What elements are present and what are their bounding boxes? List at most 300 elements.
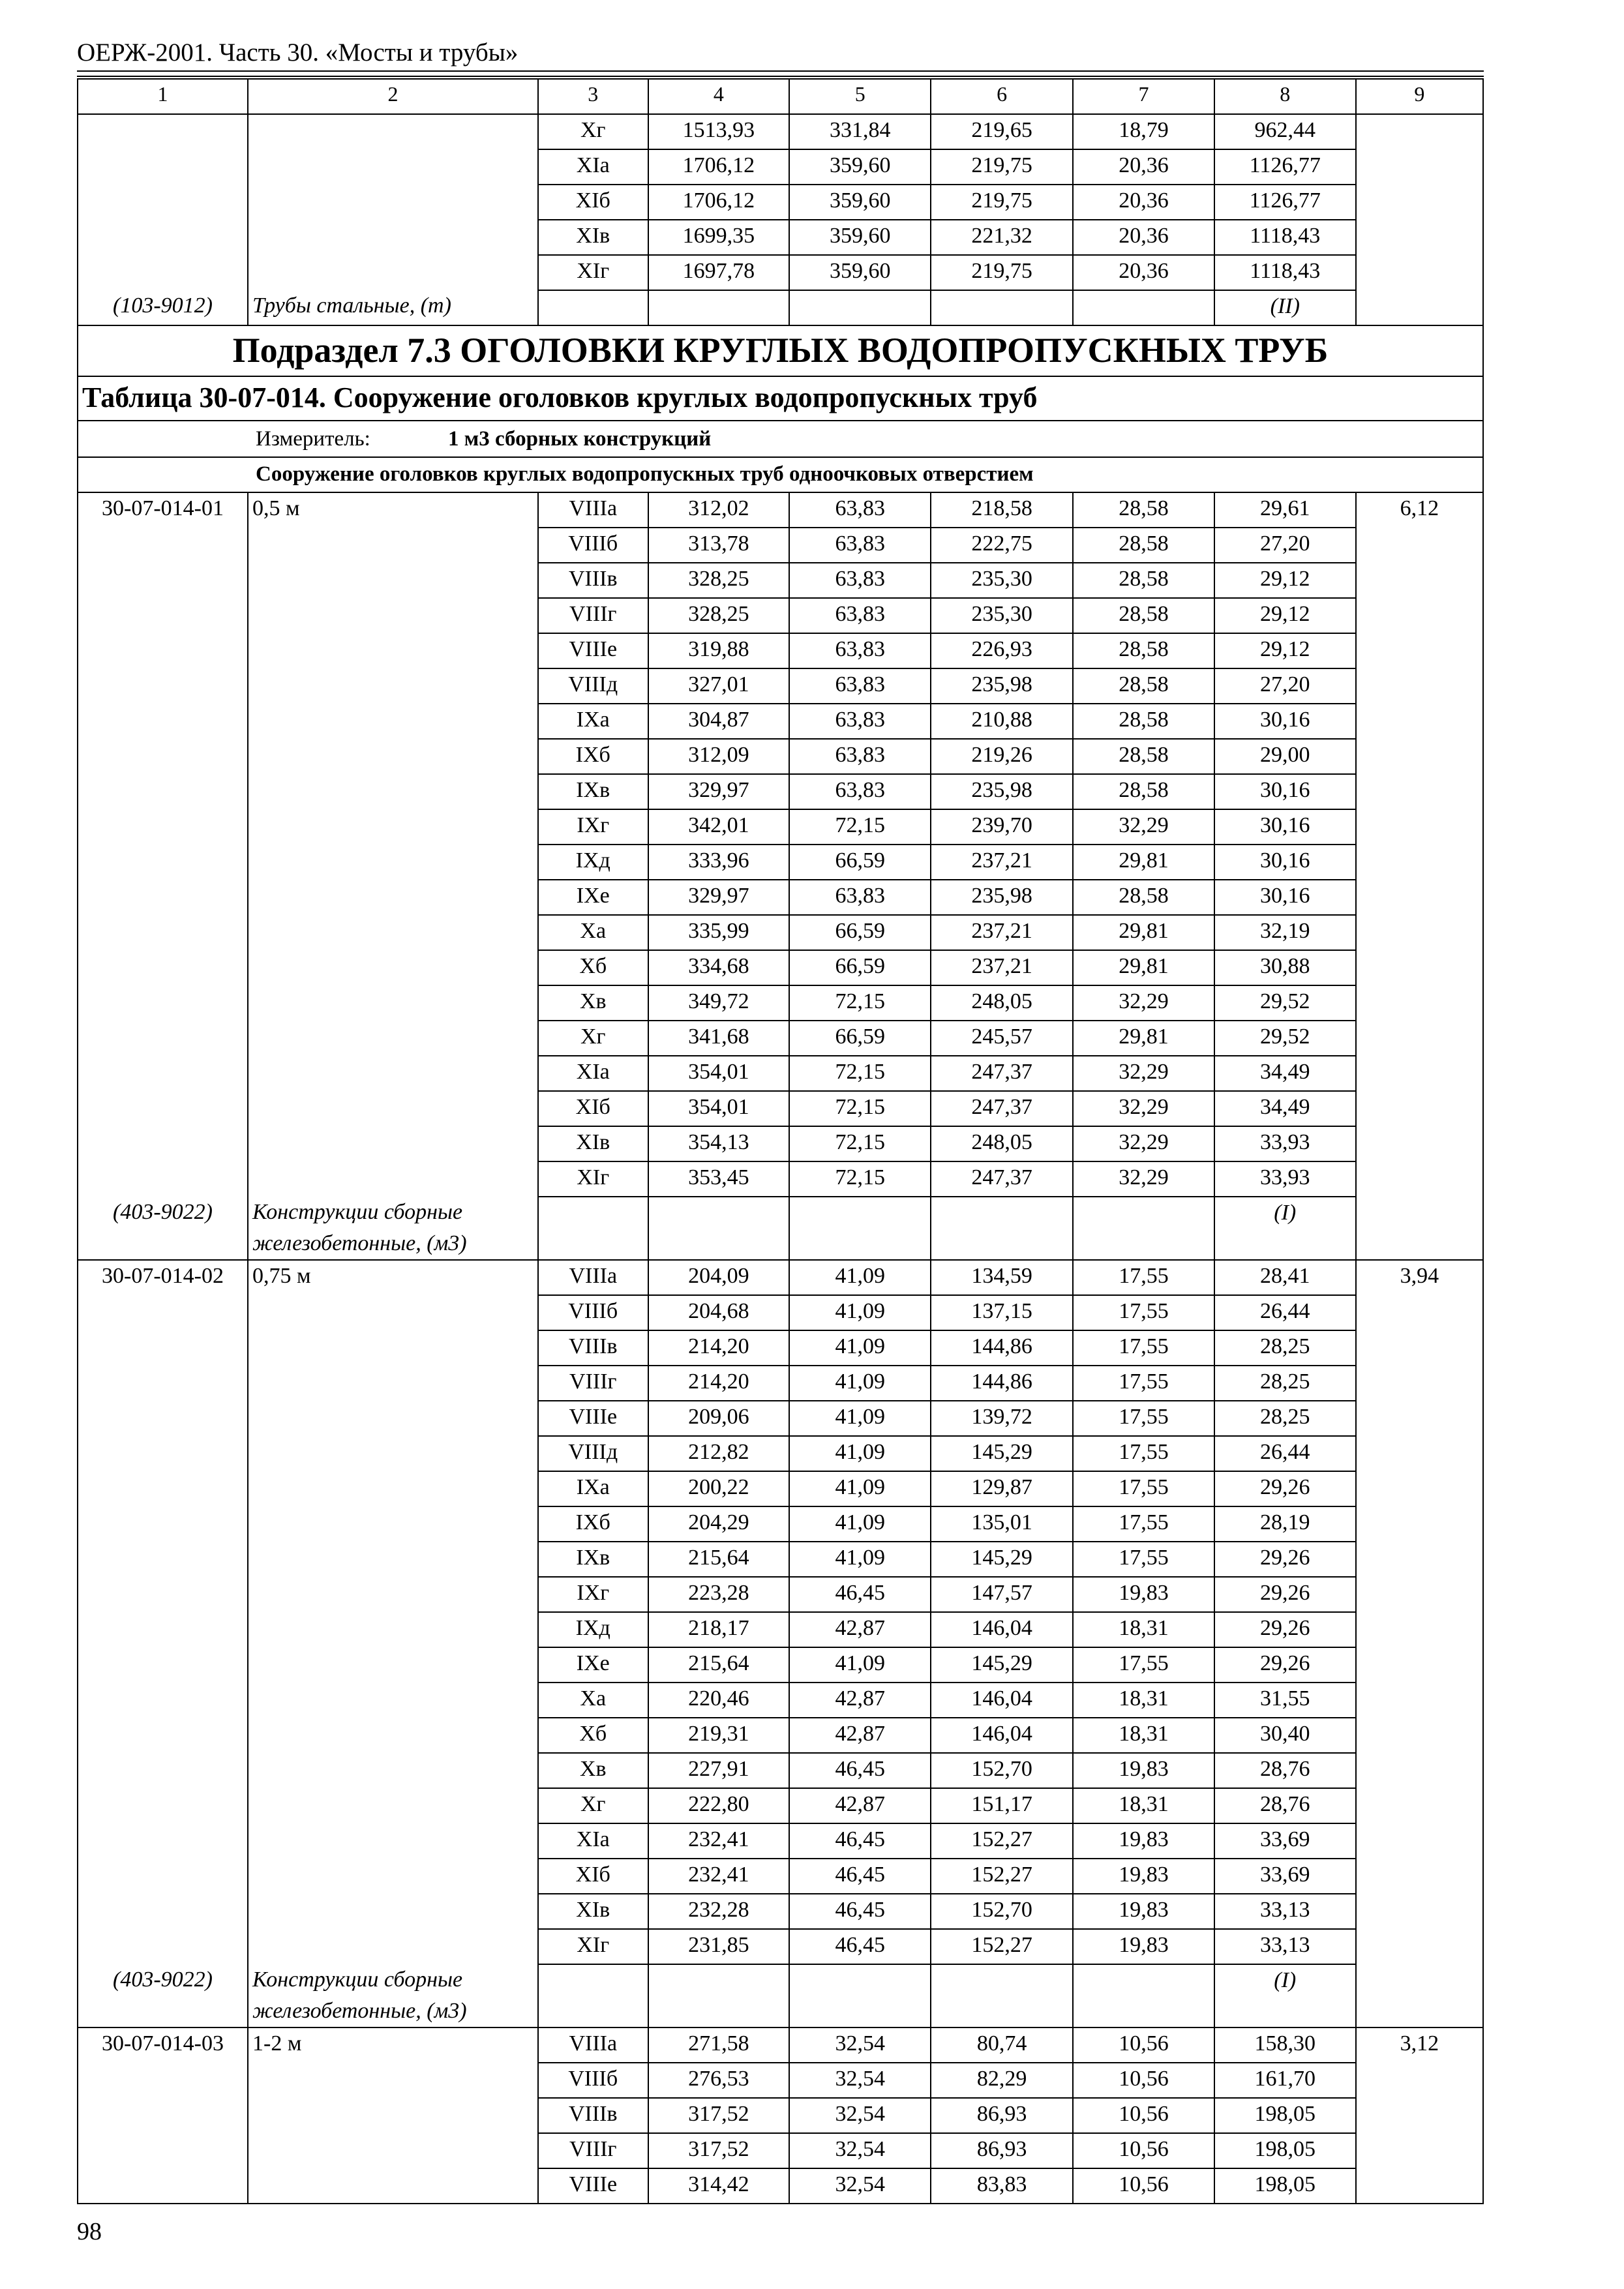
- zone-cell: VIIIд: [538, 1436, 648, 1471]
- zone-cell: VIIIд: [538, 668, 648, 704]
- coefficient-cell: [1356, 1126, 1483, 1161]
- table-row: [78, 1753, 1483, 1788]
- subheading-row: [78, 457, 1483, 492]
- table-row: [78, 2133, 1483, 2168]
- row-code-cell: [78, 149, 248, 185]
- row-name-cell: [248, 774, 538, 809]
- value-cell: 66,59: [789, 845, 931, 880]
- row-name-cell: 1-2 м: [248, 2027, 538, 2063]
- value-cell: 312,09: [648, 739, 790, 774]
- column-number: 3: [538, 79, 648, 114]
- value-cell: 198,05: [1214, 2133, 1356, 2168]
- value-cell: 41,09: [789, 1542, 931, 1577]
- value-cell: 28,58: [1073, 739, 1214, 774]
- zone-cell: Xб: [538, 950, 648, 985]
- row-name-cell: [248, 1021, 538, 1056]
- value-cell: 139,72: [931, 1401, 1073, 1436]
- value-cell: 30,16: [1214, 809, 1356, 845]
- coefficient-cell: [1356, 1021, 1483, 1056]
- table-row: [78, 149, 1483, 185]
- zone-cell: Xа: [538, 1683, 648, 1718]
- column-number: 8: [1214, 79, 1356, 114]
- value-cell: 219,75: [931, 255, 1073, 290]
- material-row: [78, 1964, 1483, 2027]
- value-cell: 19,83: [1073, 1929, 1214, 1964]
- value-cell: 333,96: [648, 845, 790, 880]
- value-cell: 219,26: [931, 739, 1073, 774]
- table-row: [78, 1929, 1483, 1964]
- value-cell: 63,83: [789, 528, 931, 563]
- value-cell: 63,83: [789, 704, 931, 739]
- value-cell: 239,70: [931, 809, 1073, 845]
- coefficient-cell: [1356, 1401, 1483, 1436]
- coefficient-cell: [1356, 1436, 1483, 1471]
- row-name-cell: [248, 1788, 538, 1823]
- value-cell: 46,45: [789, 1753, 931, 1788]
- row-code-cell: [78, 2063, 248, 2098]
- value-cell: 245,57: [931, 1021, 1073, 1056]
- coefficient-cell: [1356, 668, 1483, 704]
- value-cell: 33,13: [1214, 1894, 1356, 1929]
- value-cell: 33,93: [1214, 1161, 1356, 1197]
- row-name-cell: [248, 1330, 538, 1366]
- row-name-cell: [248, 1366, 538, 1401]
- row-name-cell: [248, 563, 538, 598]
- coefficient-cell: 3,12: [1356, 2027, 1483, 2063]
- value-cell: 1513,93: [648, 114, 790, 149]
- table-row: [78, 950, 1483, 985]
- zone-cell: XIв: [538, 220, 648, 255]
- value-cell: 29,52: [1214, 985, 1356, 1021]
- value-cell: 30,16: [1214, 845, 1356, 880]
- value-cell: 29,26: [1214, 1647, 1356, 1683]
- value-cell: 314,42: [648, 2168, 790, 2204]
- value-cell: 235,30: [931, 598, 1073, 633]
- empty-cell: [1073, 1197, 1214, 1260]
- meter-row: [78, 421, 1483, 457]
- value-cell: 158,30: [1214, 2027, 1356, 2063]
- zone-cell: XIв: [538, 1126, 648, 1161]
- row-code-cell: [78, 563, 248, 598]
- row-name-cell: [248, 668, 538, 704]
- row-code-cell: [78, 1753, 248, 1788]
- row-code-cell: [78, 1894, 248, 1929]
- value-cell: 41,09: [789, 1366, 931, 1401]
- meter-value: 1 м3 сборных конструкций: [448, 427, 712, 451]
- zone-cell: IXа: [538, 1471, 648, 1506]
- value-cell: 137,15: [931, 1295, 1073, 1330]
- row-name-cell: [248, 915, 538, 950]
- column-number-row: [78, 79, 1483, 114]
- value-cell: 29,12: [1214, 633, 1356, 668]
- zone-cell: IXб: [538, 739, 648, 774]
- zone-cell: XIв: [538, 1894, 648, 1929]
- value-cell: 29,81: [1073, 950, 1214, 985]
- table-row: [78, 1161, 1483, 1197]
- coefficient-cell: [1356, 880, 1483, 915]
- coefficient-cell: [1356, 598, 1483, 633]
- row-name-cell: [248, 1859, 538, 1894]
- zone-cell: VIIIа: [538, 492, 648, 528]
- row-name-cell: [248, 1436, 538, 1471]
- zone-cell: XIа: [538, 149, 648, 185]
- meter-label: Измеритель:: [256, 427, 370, 451]
- row-name-cell: [248, 114, 538, 149]
- value-cell: 33,13: [1214, 1929, 1356, 1964]
- table-row: [78, 1506, 1483, 1542]
- rates-table: [77, 78, 1484, 2204]
- table-row: [78, 1056, 1483, 1091]
- value-cell: 29,81: [1073, 1021, 1214, 1056]
- empty-cell: [538, 290, 648, 325]
- value-cell: 28,58: [1073, 880, 1214, 915]
- value-cell: 354,01: [648, 1056, 790, 1091]
- coefficient-cell: [1356, 1753, 1483, 1788]
- value-cell: 30,16: [1214, 774, 1356, 809]
- row-code-cell: [78, 1683, 248, 1718]
- page-number: 98: [77, 2218, 102, 2245]
- value-cell: 313,78: [648, 528, 790, 563]
- value-cell: 46,45: [789, 1929, 931, 1964]
- value-cell: 63,83: [789, 633, 931, 668]
- value-cell: 66,59: [789, 915, 931, 950]
- table-row: [78, 563, 1483, 598]
- row-name-cell: [248, 185, 538, 220]
- table-row: [78, 1788, 1483, 1823]
- value-cell: 72,15: [789, 1161, 931, 1197]
- table-row: [78, 668, 1483, 704]
- row-code-cell: 30-07-014-02: [78, 1260, 248, 1295]
- row-name-cell: [248, 1506, 538, 1542]
- row-code-cell: [78, 1021, 248, 1056]
- row-code-cell: [78, 1823, 248, 1859]
- column-number: 6: [931, 79, 1073, 114]
- table-row: [78, 704, 1483, 739]
- row-code-cell: [78, 598, 248, 633]
- zone-cell: IXд: [538, 845, 648, 880]
- value-cell: 215,64: [648, 1542, 790, 1577]
- table-row: [78, 114, 1483, 149]
- value-cell: 271,58: [648, 2027, 790, 2063]
- table-row: [78, 1823, 1483, 1859]
- empty-cell: [648, 1197, 790, 1260]
- value-cell: 20,36: [1073, 255, 1214, 290]
- value-cell: 354,01: [648, 1091, 790, 1126]
- row-name-cell: [248, 1056, 538, 1091]
- table-row: [78, 1295, 1483, 1330]
- value-cell: 334,68: [648, 950, 790, 985]
- coefficient-cell: [1356, 1823, 1483, 1859]
- zone-cell: VIIIб: [538, 1295, 648, 1330]
- value-cell: 215,64: [648, 1647, 790, 1683]
- section-title-row: [78, 325, 1483, 376]
- row-code-cell: [78, 1506, 248, 1542]
- material-name-line: Конструкции сборные: [252, 1967, 463, 1992]
- table-row: [78, 2063, 1483, 2098]
- column-number: 4: [648, 79, 790, 114]
- material-name: [248, 1197, 538, 1260]
- value-cell: 31,55: [1214, 1683, 1356, 1718]
- column-number: 2: [248, 79, 538, 114]
- row-name-cell: [248, 1894, 538, 1929]
- table-row: [78, 1021, 1483, 1056]
- value-cell: 1126,77: [1214, 185, 1356, 220]
- empty-cell: [538, 1197, 648, 1260]
- row-code-cell: [78, 255, 248, 290]
- zone-cell: Xв: [538, 1753, 648, 1788]
- material-row: [78, 1197, 1483, 1260]
- value-cell: 28,25: [1214, 1330, 1356, 1366]
- value-cell: 46,45: [789, 1823, 931, 1859]
- zone-cell: Xг: [538, 114, 648, 149]
- column-number: 1: [78, 79, 248, 114]
- row-code-cell: [78, 2168, 248, 2204]
- coefficient-cell: [1356, 950, 1483, 985]
- value-cell: 223,28: [648, 1577, 790, 1612]
- coefficient-cell: [1356, 563, 1483, 598]
- empty-cell: [789, 1964, 931, 2027]
- table-row: [78, 1091, 1483, 1126]
- row-code-cell: [78, 528, 248, 563]
- table-row: [78, 1859, 1483, 1894]
- value-cell: 17,55: [1073, 1436, 1214, 1471]
- zone-cell: XIа: [538, 1823, 648, 1859]
- value-cell: 329,97: [648, 880, 790, 915]
- value-cell: 32,54: [789, 2168, 931, 2204]
- zone-cell: VIIIв: [538, 2098, 648, 2133]
- row-name-cell: [248, 1161, 538, 1197]
- row-code-cell: [78, 1126, 248, 1161]
- value-cell: 146,04: [931, 1612, 1073, 1647]
- zone-cell: Xа: [538, 915, 648, 950]
- value-cell: 29,26: [1214, 1471, 1356, 1506]
- zone-cell: XIг: [538, 255, 648, 290]
- table-row: [78, 255, 1483, 290]
- row-name-cell: [248, 633, 538, 668]
- value-cell: 218,58: [931, 492, 1073, 528]
- table-row: [78, 2027, 1483, 2063]
- row-code-cell: [78, 1295, 248, 1330]
- zone-cell: IXа: [538, 704, 648, 739]
- value-cell: 1697,78: [648, 255, 790, 290]
- material-code: (403-9022): [78, 1197, 248, 1260]
- coefficient-cell: [1356, 1471, 1483, 1506]
- value-cell: 17,55: [1073, 1260, 1214, 1295]
- empty-cell: [931, 1964, 1073, 2027]
- value-cell: 46,45: [789, 1577, 931, 1612]
- value-cell: 10,56: [1073, 2063, 1214, 2098]
- zone-cell: IXе: [538, 1647, 648, 1683]
- value-cell: 200,22: [648, 1471, 790, 1506]
- table-row: [78, 774, 1483, 809]
- value-cell: 18,79: [1073, 114, 1214, 149]
- zone-cell: IXв: [538, 774, 648, 809]
- table-row: [78, 633, 1483, 668]
- table-body: [78, 79, 1483, 2204]
- material-name-line: железобетонные, (м3): [252, 1999, 467, 2023]
- value-cell: 63,83: [789, 598, 931, 633]
- subheading: [78, 457, 1483, 492]
- zone-cell: VIIIе: [538, 633, 648, 668]
- value-cell: 63,83: [789, 880, 931, 915]
- value-cell: 152,27: [931, 1859, 1073, 1894]
- zone-cell: XIб: [538, 1859, 648, 1894]
- value-cell: 28,41: [1214, 1260, 1356, 1295]
- material-name-line: Конструкции сборные: [252, 1200, 463, 1224]
- value-cell: 72,15: [789, 985, 931, 1021]
- row-name-cell: [248, 1295, 538, 1330]
- row-code-cell: [78, 1091, 248, 1126]
- value-cell: 32,29: [1073, 985, 1214, 1021]
- row-code-cell: [78, 774, 248, 809]
- empty-cell: [1356, 1197, 1483, 1260]
- value-cell: 42,87: [789, 1683, 931, 1718]
- value-cell: 235,98: [931, 668, 1073, 704]
- value-cell: 237,21: [931, 950, 1073, 985]
- row-code-cell: [78, 1788, 248, 1823]
- table-row: [78, 1436, 1483, 1471]
- value-cell: 247,37: [931, 1161, 1073, 1197]
- value-cell: 41,09: [789, 1647, 931, 1683]
- value-cell: 212,82: [648, 1436, 790, 1471]
- value-cell: 328,25: [648, 563, 790, 598]
- row-code-cell: 30-07-014-01: [78, 492, 248, 528]
- zone-cell: XIа: [538, 1056, 648, 1091]
- coefficient-cell: [1356, 1718, 1483, 1753]
- value-cell: 32,29: [1073, 1161, 1214, 1197]
- row-code-cell: [78, 185, 248, 220]
- value-cell: 1118,43: [1214, 220, 1356, 255]
- empty-cell: [538, 1964, 648, 2027]
- row-code-cell: [78, 1330, 248, 1366]
- value-cell: 129,87: [931, 1471, 1073, 1506]
- value-cell: 18,31: [1073, 1683, 1214, 1718]
- value-cell: 359,60: [789, 149, 931, 185]
- value-cell: 17,55: [1073, 1471, 1214, 1506]
- row-name-cell: [248, 809, 538, 845]
- coefficient-cell: [1356, 1091, 1483, 1126]
- zone-cell: XIб: [538, 185, 648, 220]
- row-name-cell: [248, 1401, 538, 1436]
- material-quantity-note: (II): [1214, 290, 1356, 325]
- value-cell: 349,72: [648, 985, 790, 1021]
- table-row: [78, 739, 1483, 774]
- value-cell: 329,97: [648, 774, 790, 809]
- value-cell: 28,58: [1073, 704, 1214, 739]
- value-cell: 235,30: [931, 563, 1073, 598]
- row-name-cell: [248, 2168, 538, 2204]
- value-cell: 29,52: [1214, 1021, 1356, 1056]
- value-cell: 145,29: [931, 1436, 1073, 1471]
- value-cell: 27,20: [1214, 528, 1356, 563]
- value-cell: 29,26: [1214, 1577, 1356, 1612]
- value-cell: 214,20: [648, 1366, 790, 1401]
- zone-cell: Xг: [538, 1021, 648, 1056]
- value-cell: 328,25: [648, 598, 790, 633]
- value-cell: 19,83: [1073, 1859, 1214, 1894]
- value-cell: 72,15: [789, 1056, 931, 1091]
- value-cell: 18,31: [1073, 1718, 1214, 1753]
- value-cell: 152,27: [931, 1929, 1073, 1964]
- coefficient-cell: [1356, 809, 1483, 845]
- value-cell: 247,37: [931, 1056, 1073, 1091]
- value-cell: 28,58: [1073, 668, 1214, 704]
- value-cell: 72,15: [789, 1126, 931, 1161]
- value-cell: 28,19: [1214, 1506, 1356, 1542]
- subheading-text: Сооружение оголовков круглых водопропускных труб одноочковых отверстием: [256, 462, 1034, 486]
- coefficient-cell: [1356, 2133, 1483, 2168]
- value-cell: 41,09: [789, 1330, 931, 1366]
- coefficient-cell: [1356, 774, 1483, 809]
- value-cell: 204,29: [648, 1506, 790, 1542]
- value-cell: 198,05: [1214, 2168, 1356, 2204]
- row-name-cell: [248, 1091, 538, 1126]
- zone-cell: IXг: [538, 809, 648, 845]
- value-cell: 46,45: [789, 1894, 931, 1929]
- table-row: [78, 880, 1483, 915]
- value-cell: 28,76: [1214, 1753, 1356, 1788]
- value-cell: 204,09: [648, 1260, 790, 1295]
- value-cell: 317,52: [648, 2133, 790, 2168]
- coefficient-cell: [1356, 1577, 1483, 1612]
- value-cell: 28,58: [1073, 563, 1214, 598]
- value-cell: 1706,12: [648, 149, 790, 185]
- value-cell: 17,55: [1073, 1542, 1214, 1577]
- value-cell: 219,75: [931, 149, 1073, 185]
- value-cell: 1126,77: [1214, 149, 1356, 185]
- value-cell: 209,06: [648, 1401, 790, 1436]
- value-cell: 335,99: [648, 915, 790, 950]
- zone-cell: VIIIа: [538, 2027, 648, 2063]
- zone-cell: VIIIа: [538, 1260, 648, 1295]
- table-row: [78, 1894, 1483, 1929]
- value-cell: 28,58: [1073, 633, 1214, 668]
- value-cell: 41,09: [789, 1471, 931, 1506]
- material-code: (403-9022): [78, 1964, 248, 2027]
- row-code-cell: [78, 1471, 248, 1506]
- value-cell: 210,88: [931, 704, 1073, 739]
- value-cell: 26,44: [1214, 1295, 1356, 1330]
- value-cell: 63,83: [789, 492, 931, 528]
- zone-cell: IXб: [538, 1506, 648, 1542]
- row-name-cell: [248, 1823, 538, 1859]
- table-row: [78, 1542, 1483, 1577]
- table-row: [78, 220, 1483, 255]
- row-name-cell: [248, 1929, 538, 1964]
- row-code-cell: [78, 1718, 248, 1753]
- value-cell: 41,09: [789, 1260, 931, 1295]
- value-cell: 19,83: [1073, 1823, 1214, 1859]
- value-cell: 204,68: [648, 1295, 790, 1330]
- value-cell: 32,54: [789, 2063, 931, 2098]
- value-cell: 1118,43: [1214, 255, 1356, 290]
- value-cell: 30,16: [1214, 880, 1356, 915]
- coefficient-cell: [1356, 2098, 1483, 2133]
- row-code-cell: [78, 1542, 248, 1577]
- value-cell: 29,26: [1214, 1542, 1356, 1577]
- row-name-cell: [248, 950, 538, 985]
- column-number: 5: [789, 79, 931, 114]
- row-code-cell: [78, 809, 248, 845]
- value-cell: 72,15: [789, 1091, 931, 1126]
- row-code-cell: [78, 114, 248, 149]
- coefficient-cell: [1356, 1788, 1483, 1823]
- coefficient-cell: [1356, 845, 1483, 880]
- table-row: [78, 845, 1483, 880]
- row-name-cell: [248, 2133, 538, 2168]
- coefficient-cell: [1356, 1894, 1483, 1929]
- row-code-cell: [78, 2098, 248, 2133]
